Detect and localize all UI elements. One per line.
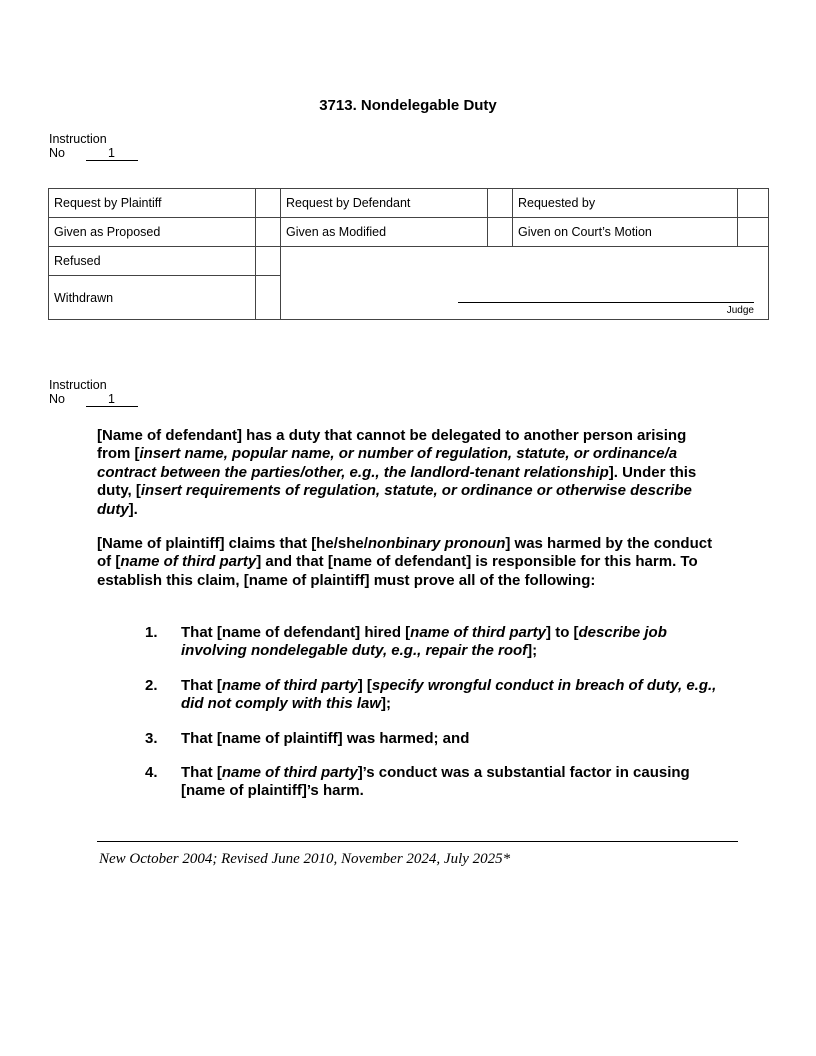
revision-history: New October 2004; Revised June 2010, November 2024, July 2025* xyxy=(99,851,511,867)
page-title: 3713. Nondelegable Duty xyxy=(319,97,497,114)
request-by-plaintiff-label: Request by Plaintiff xyxy=(49,189,256,218)
third-party-placeholder: name of third party xyxy=(221,764,358,781)
element-text: That [name of defendant] hired [ xyxy=(181,624,411,641)
duty-text: ]. Under this duty, [ xyxy=(97,463,697,500)
judge-label: Judge xyxy=(726,305,754,316)
no-label: No xyxy=(49,146,65,160)
third-party-placeholder: name of third party xyxy=(120,553,257,571)
judge-signature-area xyxy=(281,247,769,320)
withdrawn-checkbox[interactable] xyxy=(256,276,281,320)
no-label: No xyxy=(49,392,65,406)
element-number: 4. xyxy=(145,764,158,781)
element-text: That [ xyxy=(181,677,222,694)
claim-paragraph xyxy=(97,535,717,590)
third-party-placeholder: name of third party xyxy=(221,677,358,694)
request-by-plaintiff-checkbox[interactable] xyxy=(256,189,281,218)
instruction-number-field[interactable]: 1 xyxy=(86,393,138,407)
instruction-number-block-bottom xyxy=(49,378,138,407)
requested-by-label: Requested by xyxy=(513,189,738,218)
claim-text: [Name of plaintiff] claims that [he/she/ xyxy=(97,535,368,552)
duty-source-placeholder: insert name, popular name, or number of regulation, statute, or ordinance/a contract between the parties/other, e.g., the landlord-tenant relationship xyxy=(97,445,678,481)
instruction-label: Instruction xyxy=(49,378,107,392)
job-description-placeholder: describe job involving nondelegable duty, e.g., repair the roof xyxy=(181,624,667,660)
wrongful-conduct-placeholder: specify wrongful conduct in breach of duty, e.g., did not comply with this law xyxy=(181,677,717,713)
element-text: That [name of plaintiff] was harmed; and xyxy=(181,730,470,747)
duty-paragraph xyxy=(97,427,717,519)
duty-text: ]. xyxy=(128,500,138,518)
given-on-courts-motion-checkbox[interactable] xyxy=(738,218,769,247)
duty-requirements-placeholder: insert requirements of regulation, statute, or ordinance or otherwise describe duty xyxy=(97,482,692,518)
third-party-placeholder: name of third party xyxy=(410,624,547,641)
element-text: That [ xyxy=(181,764,222,781)
given-as-proposed-checkbox[interactable] xyxy=(256,218,281,247)
judge-signature-line[interactable] xyxy=(458,302,754,303)
pronoun-placeholder: nonbinary pronoun xyxy=(367,535,506,552)
given-on-courts-motion-label: Given on Court’s Motion xyxy=(513,218,738,247)
withdrawn-label: Withdrawn xyxy=(49,276,256,320)
request-by-defendant-label: Request by Defendant xyxy=(281,189,488,218)
element-number: 3. xyxy=(145,730,158,747)
instruction-number-block-top xyxy=(49,132,138,161)
given-as-modified-checkbox[interactable] xyxy=(488,218,513,247)
refused-label: Refused xyxy=(49,247,256,276)
element-text: ] [ xyxy=(357,677,372,694)
element-text: ]; xyxy=(527,642,538,660)
footer-divider xyxy=(97,841,738,842)
given-as-modified-label: Given as Modified xyxy=(281,218,488,247)
request-table xyxy=(48,188,769,320)
element-number: 2. xyxy=(145,677,158,694)
duty-text: [Name of defendant] has a duty that cannot be delegated to another person arising from [ xyxy=(97,427,687,463)
instruction-label: Instruction xyxy=(49,132,107,146)
claim-text: ] and that [name of defendant] is responsible for this harm. To establish this claim, [name of plaintiff] must prove all of the following: xyxy=(97,553,698,589)
element-text: ] to [ xyxy=(546,624,579,641)
instruction-number-field[interactable]: 1 xyxy=(86,147,138,161)
element-text: ]’s conduct was a substantial factor in causing [name of plaintiff]’s harm. xyxy=(181,764,690,800)
claim-text: ] was harmed by the conduct of [ xyxy=(97,535,713,571)
element-number: 1. xyxy=(145,624,158,641)
given-as-proposed-label: Given as Proposed xyxy=(49,218,256,247)
request-by-defendant-checkbox[interactable] xyxy=(488,189,513,218)
element-text: ]; xyxy=(381,695,392,713)
refused-checkbox[interactable] xyxy=(256,247,281,276)
requested-by-checkbox[interactable] xyxy=(738,189,769,218)
